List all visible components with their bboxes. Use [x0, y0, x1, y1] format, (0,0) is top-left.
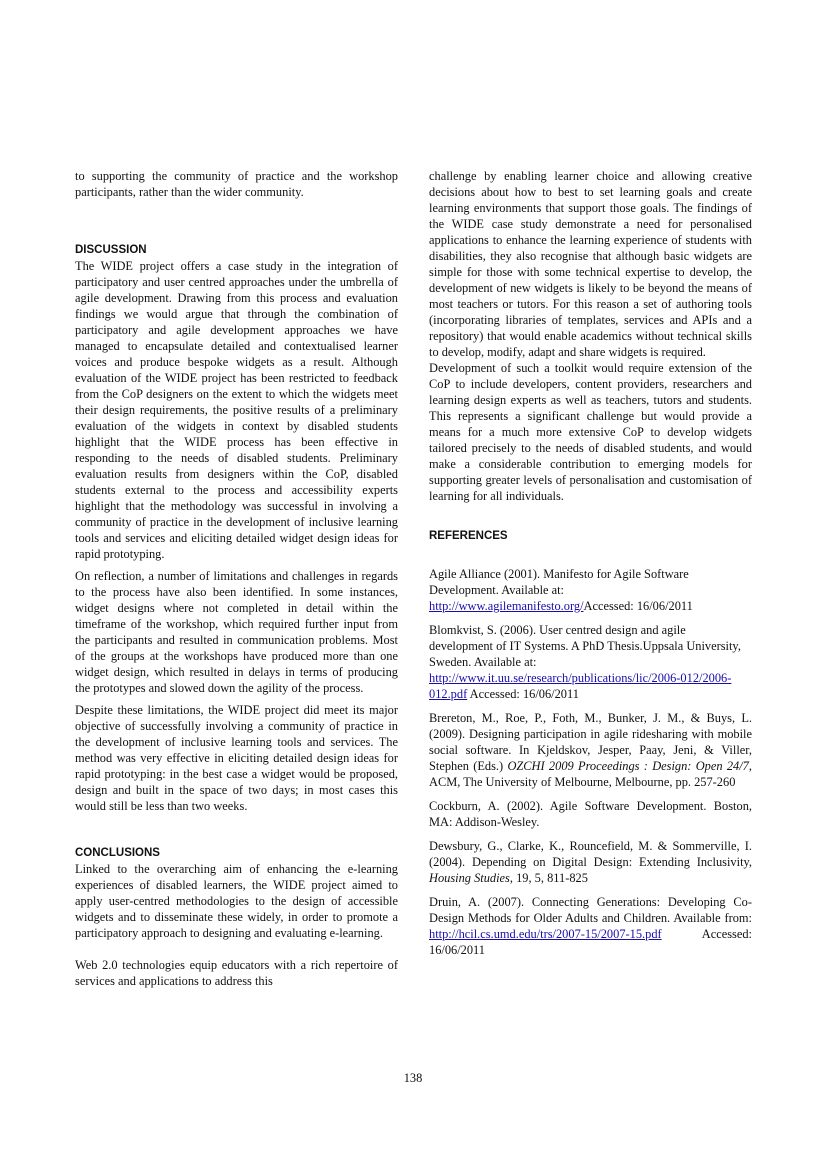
- reference-item: [429, 798, 752, 830]
- right-column: [429, 168, 752, 966]
- reference-text: Brereton, M., Roe, P., Foth, M., Bunker, J. M., & Buys, L. (2009). Designing participation in agile ridesharing with mobile social software. In Kjeldskov, Jesper, Paay, Jeni, & Viller, Stephen (Eds.): [429, 711, 752, 773]
- conclusions-heading: CONCLUSIONS: [75, 847, 160, 859]
- reference-accessed: Accessed: 16/06/2011: [467, 687, 579, 701]
- discussion-paragraph-1: The WIDE project offers a case study in the integration of participatory and user centred approaches under the umbrella of agile development. Drawing from this process and evaluation findings we would argue that through the combination of participatory and agile development approaches we have managed to encapsulate detailed and contextualised learner voices and produce bespoke widgets as a result. Although evaluation of the WIDE project has been restricted to feedback from the CoP designers on the extent to which the widgets meet their design requirements, the positive results of a preliminary evaluation of the widgets in context by disabled students highlight that the WIDE process has been effective in responding to the needs of disabled students. Preliminary evaluation results from designers within the CoP, disabled students external to the process and accessibility experts highlight that the methodology was successful in involving a community of practice in the development of inclusive learning tools and services and eliciting detailed widget design ideas for rapid prototyping.: [75, 259, 398, 561]
- references-list: [429, 566, 752, 958]
- reference-item: [429, 838, 752, 886]
- reference-title: OZCHI 2009 Proceedings : Design: Open 24/7: [507, 759, 749, 773]
- reference-text: Agile Alliance (2001). Manifesto for Agile Software Development. Available at:: [429, 567, 689, 597]
- reference-accessed: Accessed: 16/06/2011: [583, 599, 693, 613]
- page-number: 138: [403, 1071, 423, 1085]
- reference-item: [429, 622, 752, 702]
- intro-paragraph: to supporting the community of practice and the workshop participants, rather than the wider community.: [75, 169, 398, 199]
- reference-accessed: Accessed: 16/06/2011: [429, 927, 752, 957]
- reference-item: [429, 566, 752, 614]
- references-heading: REFERENCES: [429, 530, 508, 542]
- reference-item: [429, 710, 752, 790]
- reference-details: , ACM, The University of Melbourne, Melbourne, pp. 257-260: [429, 759, 752, 789]
- right-paragraph-2: Development of such a toolkit would require extension of the CoP to include developers, content providers, researchers and learning design experts as well as teachers, tutors and students. This represents a significant challenge but would provide a means for a much more extensive CoP to develop widgets tailored precisely to the needs of disabled students, and would make a considerable contribution to emerging models for supporting greater levels of personalisation and customisation of learning for all individuals.: [429, 361, 752, 503]
- reference-details: , 19, 5, 811-825: [509, 871, 588, 885]
- discussion-paragraph-2: On reflection, a number of limitations and challenges in regards to the process have also been identified. In some instances, widget designs where not completed in detail within the timeframe of the workshop, which required further input from the participants and resulted in communication problems. Most of the groups at the workshops have produced more than one widget design, which resulted in delays in terms of producing the prototypes and slowed down the agility of the process.: [75, 569, 398, 695]
- reference-link[interactable]: http://hcil.cs.umd.edu/trs/2007-15/2007-15.pdf: [429, 927, 662, 941]
- right-paragraph-1: challenge by enabling learner choice and allowing creative decisions about how to best to set learning goals and create learning environments that support those goals. The findings of the WIDE case study demonstrate a need for personalised applications to enhance the learning experience of students with disabilities, they also recognise that although basic widgets are simple for those with some technical expertise to develop, the development of new widgets is likely to be beyond the means of most teachers or tutors. For this reason a set of authoring tools (incorporating libraries of templates, services and APIs and a repository) that would enable academics without technical skills to develop, modify, adapt and share widgets is required.: [429, 169, 752, 359]
- reference-item: [429, 894, 752, 958]
- reference-text: Cockburn, A. (2002). Agile Software Development. Boston, MA: Addison-Wesley.: [429, 799, 752, 829]
- reference-title: Housing Studies: [429, 871, 510, 885]
- conclusions-paragraph-2: Web 2.0 technologies equip educators with a rich repertoire of services and applications to address this: [75, 958, 398, 988]
- discussion-heading: DISCUSSION: [75, 244, 147, 256]
- reference-text: Blomkvist, S. (2006). User centred design and agile development of IT Systems. A PhD Thesis.Uppsala University, Sweden. Available at:: [429, 623, 741, 669]
- reference-text: Druin, A. (2007). Connecting Generations: Developing Co-Design Methods for Older Adults and Children. Available from:: [429, 895, 752, 925]
- reference-link[interactable]: http://www.agilemanifesto.org/: [429, 599, 584, 613]
- conclusions-paragraph-1: Linked to the overarching aim of enhancing the e-learning experiences of disabled learners, the WIDE project aimed to apply user-centred methodologies to the design of accessible widgets and to disseminate these widely, in order to promote a participatory approach to designing and evaluating e-learning.: [75, 862, 398, 940]
- reference-link[interactable]: http://www.it.uu.se/research/publications/lic/2006-012/2006-012.pdf: [429, 671, 732, 701]
- left-column: [75, 168, 398, 989]
- reference-text: Dewsbury, G., Clarke, K., Rouncefield, M. & Sommerville, I. (2004). Depending on Digital Design: Extending Inclusivity,: [429, 839, 752, 869]
- discussion-paragraph-3: Despite these limitations, the WIDE project did meet its major objective of successfully involving a community of practice in the development of inclusive learning tools and services. The method was very effective in eliciting detailed design ideas for rapid prototyping: in the best case a widget would be proposed, design and built in the space of two days; in most cases this would still be less than two weeks.: [75, 703, 398, 813]
